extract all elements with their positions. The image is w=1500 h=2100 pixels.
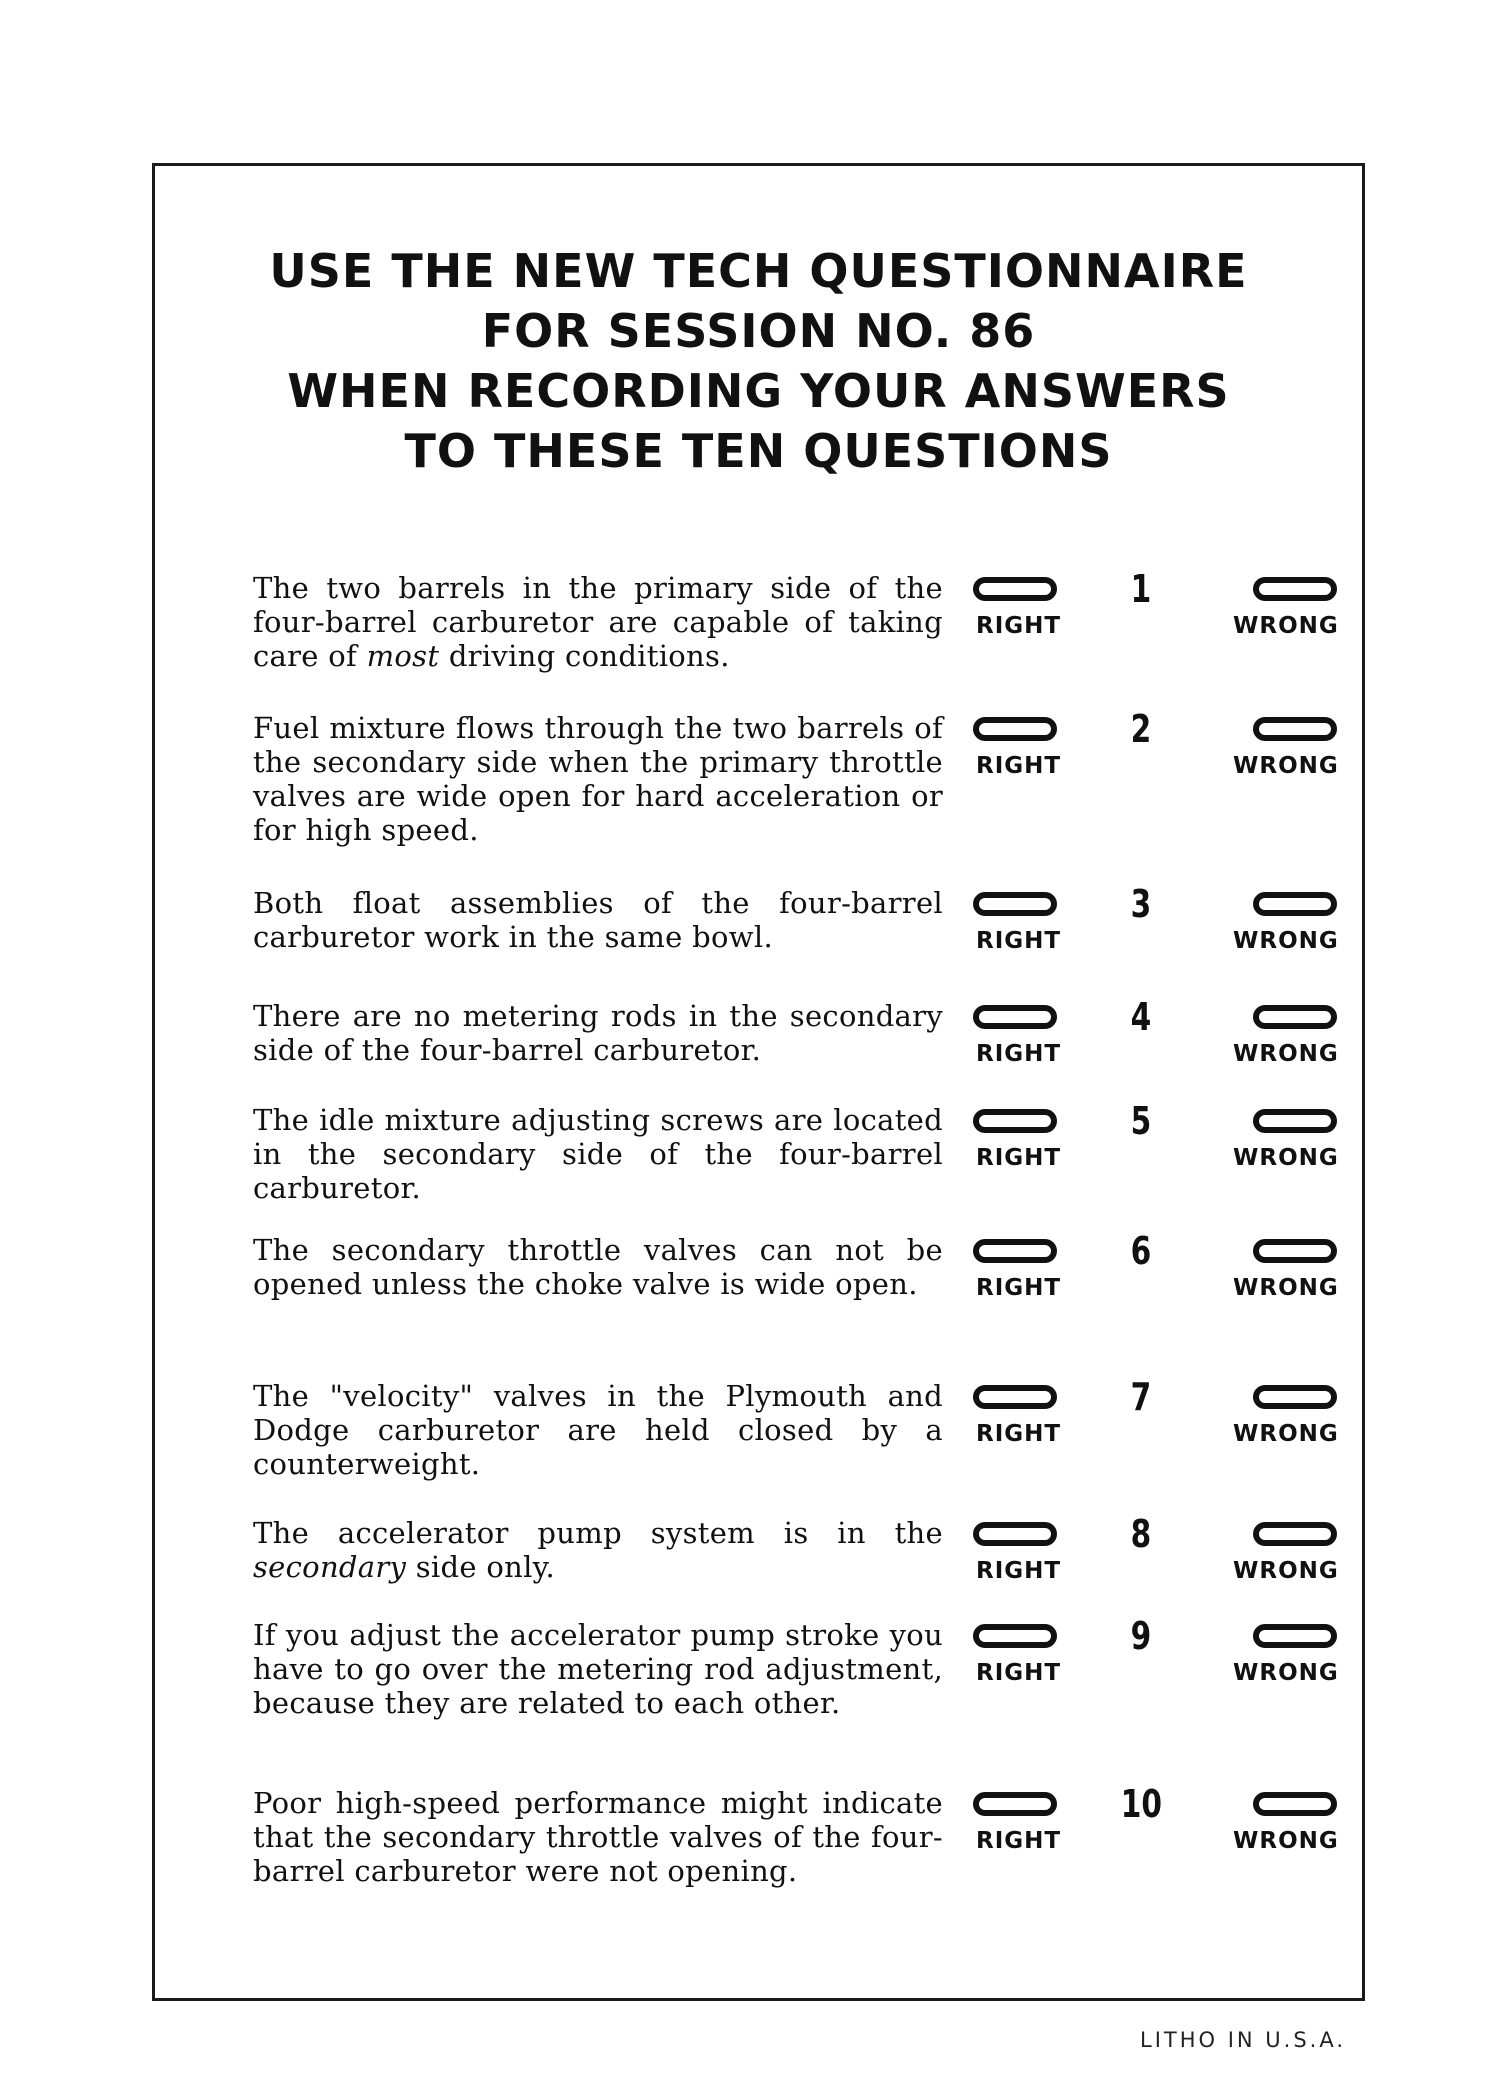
wrong-answer-bubble[interactable]: [1253, 1792, 1337, 1816]
right-label: RIGHT: [976, 1041, 1062, 1067]
wrong-label: WRONG: [1233, 1041, 1339, 1067]
wrong-answer-bubble[interactable]: [1253, 1239, 1337, 1263]
right-answer-bubble[interactable]: [973, 1624, 1057, 1648]
question-text: The idle mixture adjusting screws are located in the secondary side of the four-barrel carburetor.: [253, 1103, 943, 1205]
question-1: [253, 567, 1353, 711]
right-label: RIGHT: [976, 1558, 1062, 1584]
right-answer-bubble[interactable]: [973, 892, 1057, 916]
wrong-label: WRONG: [1233, 1421, 1339, 1447]
question-6: [253, 1229, 1353, 1373]
question-number: 2: [1130, 707, 1152, 751]
wrong-label: WRONG: [1233, 1828, 1339, 1854]
question-text: The two barrels in the primary side of the four-barrel carburetor are capable of taking care of most driving conditions.: [253, 571, 943, 673]
right-answer-bubble[interactable]: [973, 1109, 1057, 1133]
wrong-label: WRONG: [1233, 928, 1339, 954]
question-2: [253, 707, 1353, 851]
question-text: If you adjust the accelerator pump stroke you have to go over the metering rod adjustment, because they are related to each other.: [253, 1618, 943, 1720]
question-text: Fuel mixture flows through the two barrels of the secondary side when the primary throttle valves are wide open for hard acceleration or for high speed.: [253, 711, 943, 847]
wrong-label: WRONG: [1233, 1275, 1339, 1301]
heading-line-2: FOR SESSION NO. 86: [481, 304, 1036, 358]
question-text: Both float assemblies of the four-barrel carburetor work in the same bowl.: [253, 886, 943, 954]
question-number: 7: [1130, 1375, 1152, 1419]
question-text: The accelerator pump system is in the secondary side only.: [253, 1516, 943, 1584]
right-answer-bubble[interactable]: [973, 1522, 1057, 1546]
right-answer-bubble[interactable]: [973, 1005, 1057, 1029]
question-10: [253, 1782, 1353, 1926]
wrong-answer-bubble[interactable]: [1253, 892, 1337, 916]
right-label: RIGHT: [976, 1828, 1062, 1854]
wrong-label: WRONG: [1233, 613, 1339, 639]
heading-line-4: TO THESE TEN QUESTIONS: [404, 424, 1113, 478]
question-7: [253, 1375, 1353, 1519]
right-answer-bubble[interactable]: [973, 717, 1057, 741]
right-label: RIGHT: [976, 1660, 1062, 1686]
question-number: 10: [1120, 1782, 1162, 1826]
right-label: RIGHT: [976, 1275, 1062, 1301]
wrong-label: WRONG: [1233, 1145, 1339, 1171]
question-text: The secondary throttle valves can not be opened unless the choke valve is wide open.: [253, 1233, 943, 1301]
question-text: Poor high-speed performance might indicate that the secondary throttle valves of the four-barrel carburetor were not opening.: [253, 1786, 943, 1888]
question-number: 6: [1130, 1229, 1152, 1273]
question-9: [253, 1614, 1353, 1758]
wrong-answer-bubble[interactable]: [1253, 1005, 1337, 1029]
right-label: RIGHT: [976, 1145, 1062, 1171]
printer-footer: LITHO IN U.S.A.: [1140, 2028, 1347, 2052]
right-label: RIGHT: [976, 613, 1062, 639]
instructions-heading: [155, 241, 1362, 481]
question-5: [253, 1099, 1353, 1243]
emphasis-text: most: [366, 639, 440, 673]
question-number: 3: [1130, 882, 1152, 926]
right-label: RIGHT: [976, 753, 1062, 779]
heading-line-3: WHEN RECORDING YOUR ANSWERS: [287, 364, 1230, 418]
wrong-answer-bubble[interactable]: [1253, 717, 1337, 741]
question-number: 8: [1130, 1512, 1152, 1556]
right-answer-bubble[interactable]: [973, 1385, 1057, 1409]
question-text: The "velocity" valves in the Plymouth and Dodge carburetor are held closed by a counterweight.: [253, 1379, 943, 1481]
right-label: RIGHT: [976, 1421, 1062, 1447]
wrong-answer-bubble[interactable]: [1253, 1385, 1337, 1409]
wrong-label: WRONG: [1233, 753, 1339, 779]
right-answer-bubble[interactable]: [973, 1792, 1057, 1816]
wrong-label: WRONG: [1233, 1558, 1339, 1584]
wrong-label: WRONG: [1233, 1660, 1339, 1686]
answer-sheet-frame: [152, 163, 1365, 2001]
question-number: 1: [1130, 567, 1152, 611]
wrong-answer-bubble[interactable]: [1253, 1624, 1337, 1648]
right-answer-bubble[interactable]: [973, 577, 1057, 601]
wrong-answer-bubble[interactable]: [1253, 577, 1337, 601]
emphasis-text: secondary: [253, 1550, 407, 1584]
heading-line-1: USE THE NEW TECH QUESTIONNAIRE: [269, 244, 1248, 298]
right-answer-bubble[interactable]: [973, 1239, 1057, 1263]
question-number: 4: [1130, 995, 1152, 1039]
question-number: 9: [1130, 1614, 1152, 1658]
wrong-answer-bubble[interactable]: [1253, 1109, 1337, 1133]
wrong-answer-bubble[interactable]: [1253, 1522, 1337, 1546]
question-number: 5: [1130, 1099, 1152, 1143]
question-text: There are no metering rods in the secondary side of the four-barrel carburetor.: [253, 999, 943, 1067]
right-label: RIGHT: [976, 928, 1062, 954]
